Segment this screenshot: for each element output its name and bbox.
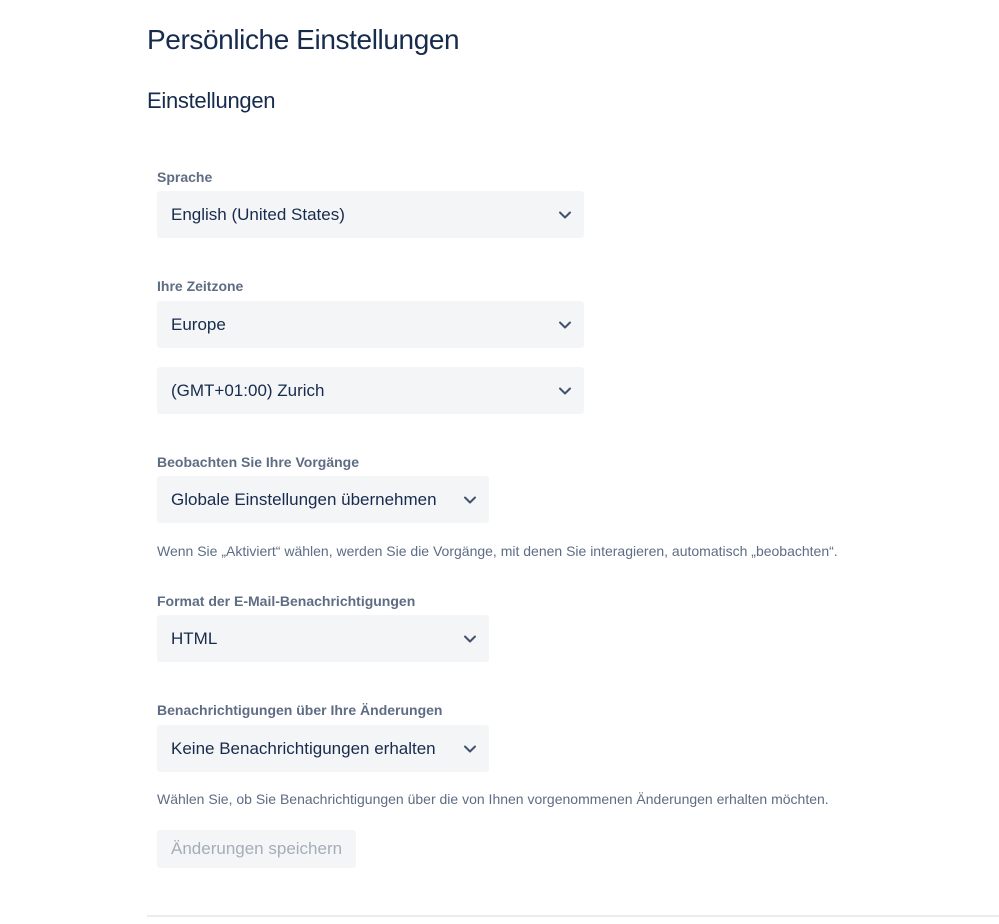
watch-issues-select[interactable] [157,476,489,523]
timezone-zone-value: (GMT+01:00) Zurich [171,380,325,400]
email-format-label: Format der E-Mail-Benachrichtigungen [157,593,416,609]
watch-issues-label: Beobachten Sie Ihre Vorgänge [157,454,360,470]
own-changes-label: Benachrichtigungen über Ihre Änderungen [157,702,443,718]
watch-issues-value: Globale Einstellungen übernehmen [171,489,437,509]
chevron-down-icon [463,493,477,507]
email-format-select[interactable] [157,615,489,662]
watch-issues-help: Wenn Sie „Aktiviert“ wählen, werden Sie die Vorgänge, mit denen Sie interagieren, automatisch „beobachten“. [157,543,838,559]
chevron-down-icon [463,632,477,646]
own-changes-value: Keine Benachrichtigungen erhalten [171,738,436,758]
page-title: Persönliche Einstellungen [147,24,460,55]
email-format-value: HTML [171,628,218,648]
chevron-down-icon [558,208,572,222]
timezone-region-value: Europe [171,314,226,334]
chevron-down-icon [558,318,572,332]
chevron-down-icon [558,384,572,398]
own-changes-help: Wählen Sie, ob Sie Benachrichtigungen über die von Ihnen vorgenommenen Änderungen erhalten möchten. [157,791,829,807]
language-select-value: English (United States) [171,204,345,224]
section-title: Einstellungen [147,88,276,113]
bottom-divider [147,915,999,917]
own-changes-select[interactable] [157,725,489,772]
chevron-down-icon [463,742,477,756]
timezone-zone-select[interactable] [157,367,584,414]
language-label: Sprache [157,169,213,185]
timezone-region-select[interactable] [157,301,584,348]
language-select[interactable] [157,191,584,238]
timezone-label: Ihre Zeitzone [157,278,244,294]
save-changes-button[interactable]: Änderungen speichern [157,830,356,868]
